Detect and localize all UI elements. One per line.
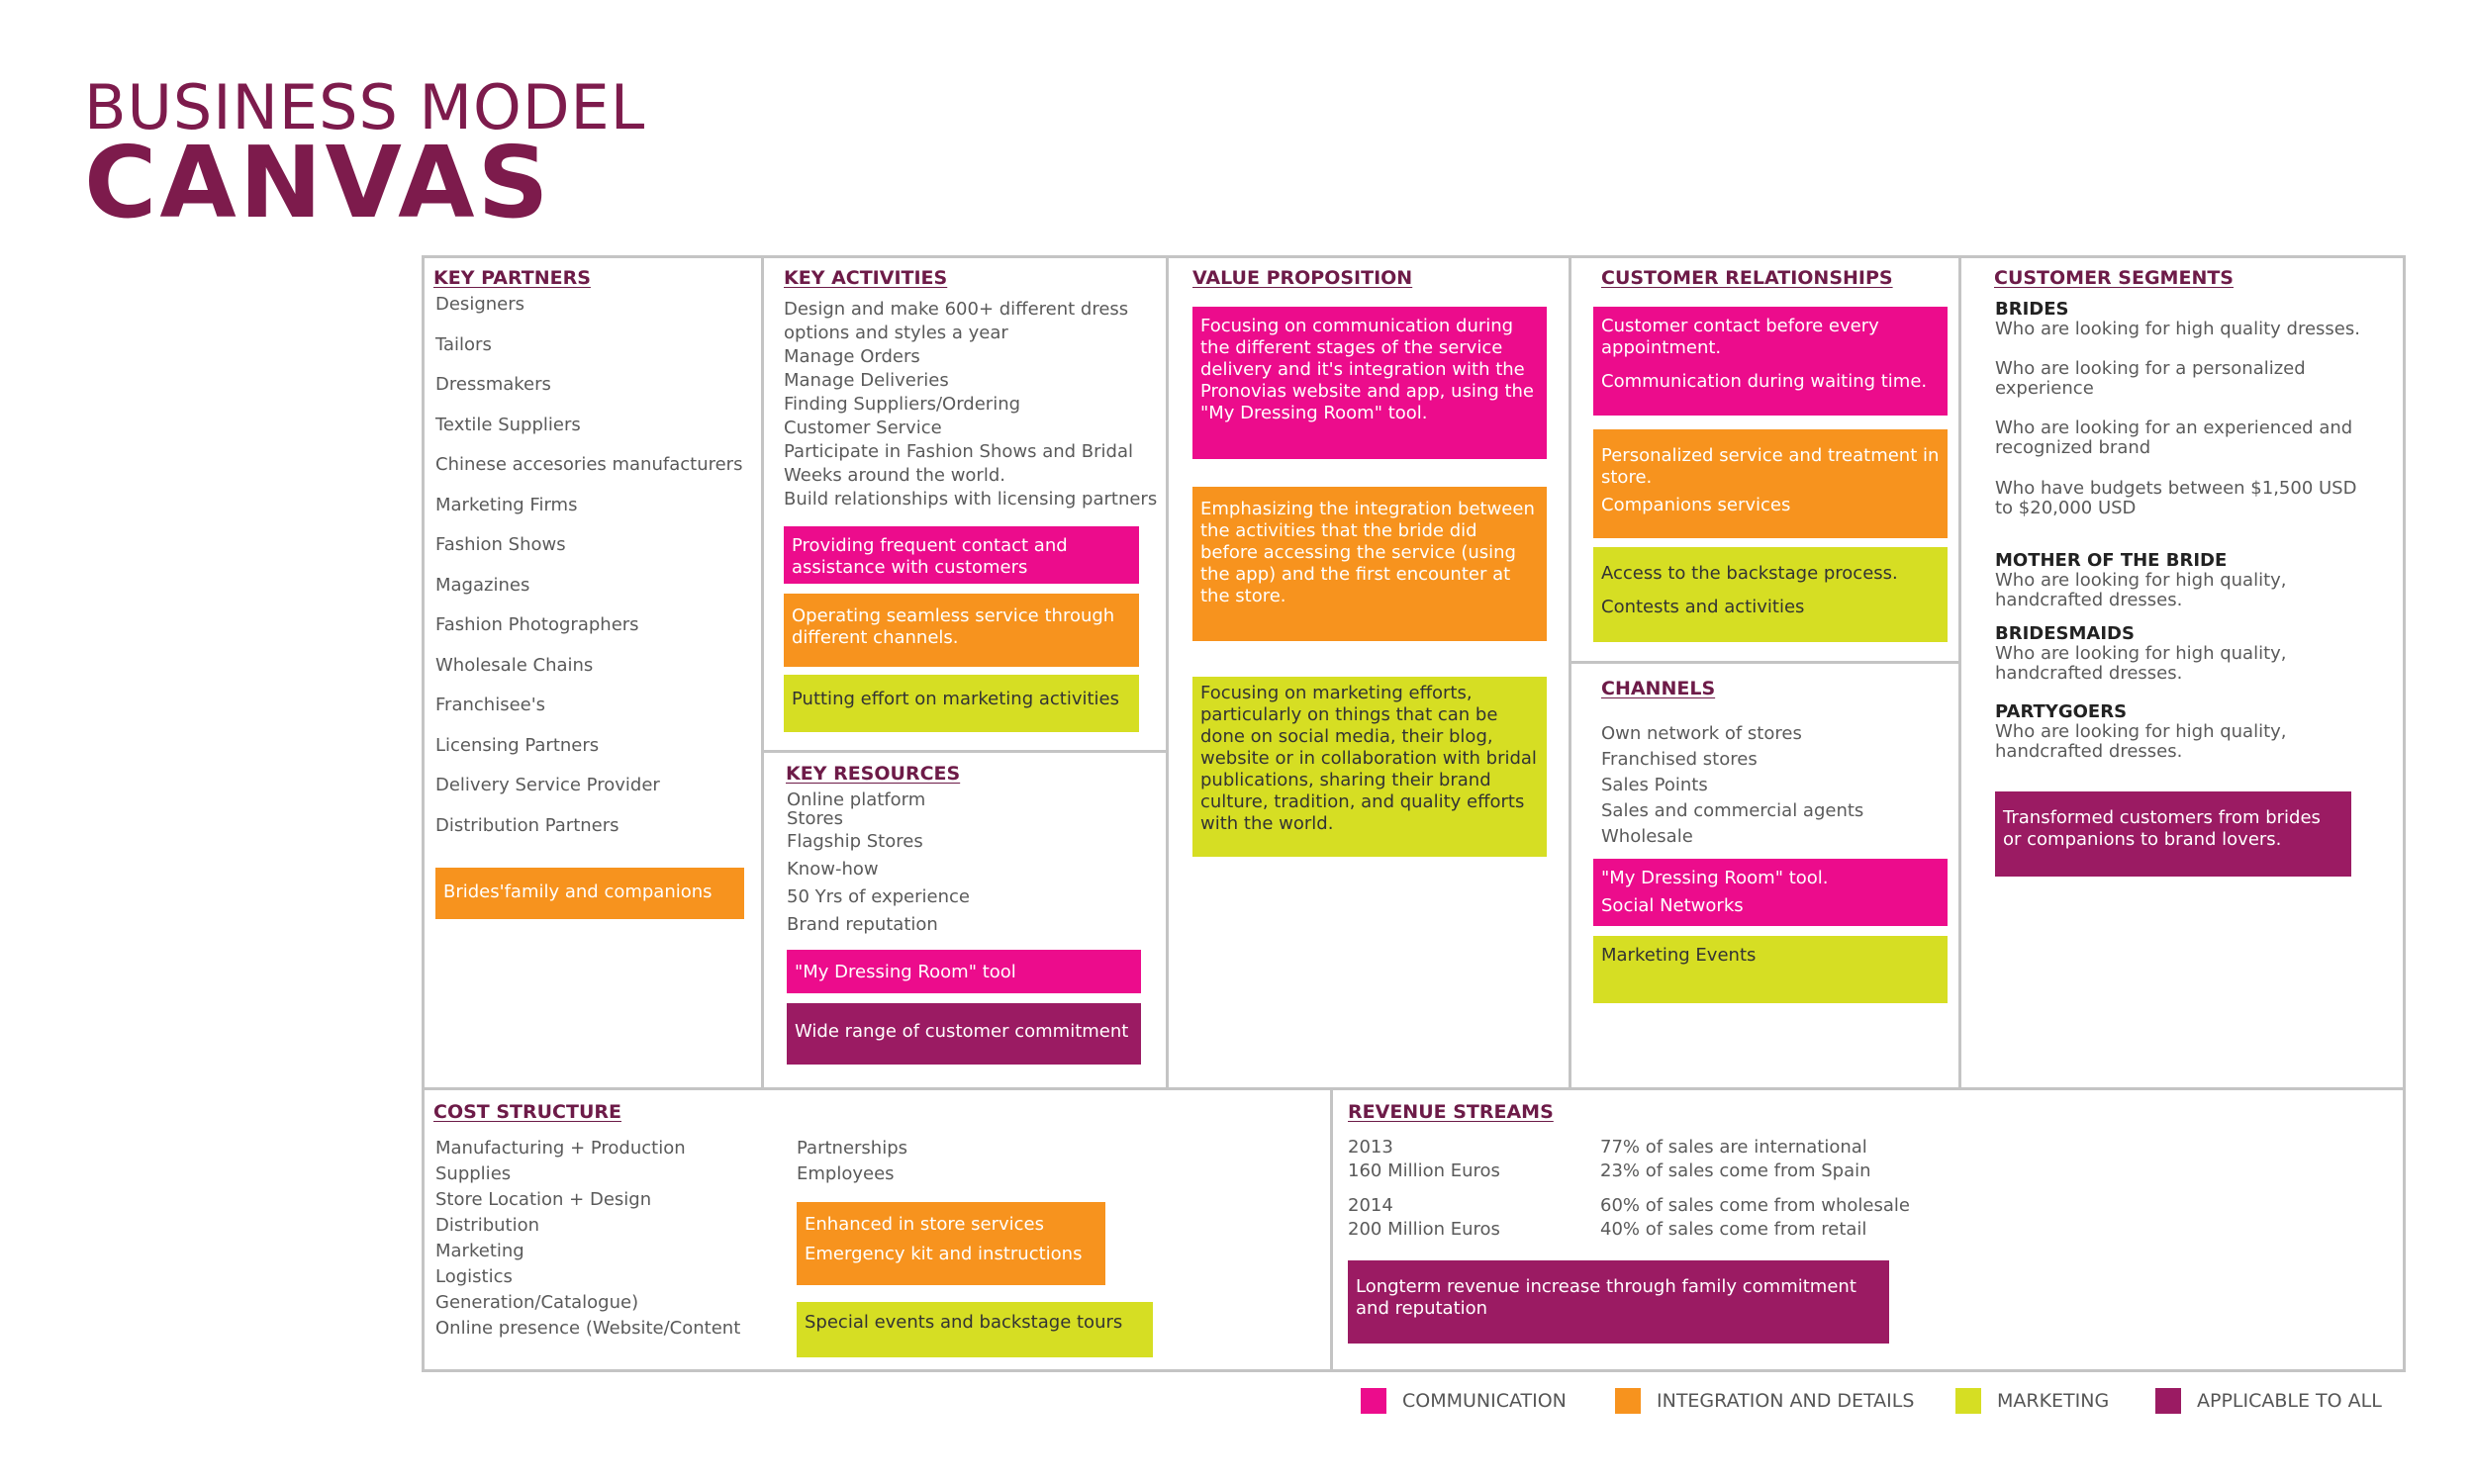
list-item: Flagship Stores bbox=[787, 831, 923, 852]
list-item: Store Location + Design bbox=[435, 1189, 652, 1210]
revenue-streams-applicable-note: Longterm revenue increase through family commitment and reputation bbox=[1348, 1260, 1889, 1344]
legend-swatch-communication bbox=[1361, 1388, 1386, 1414]
channels-heading: CHANNELS bbox=[1601, 678, 1716, 699]
key-resources-communication-note: "My Dressing Room" tool bbox=[787, 950, 1141, 993]
segment-item: experience bbox=[1995, 378, 2094, 399]
list-item: options and styles a year bbox=[784, 323, 1008, 343]
segment-title-bridesmaids: BRIDESMAIDS bbox=[1995, 623, 2135, 644]
legend-label: COMMUNICATION bbox=[1402, 1390, 1567, 1412]
segment-item: Who are looking for high quality, bbox=[1995, 570, 2287, 591]
list-item: Manage Deliveries bbox=[784, 370, 949, 391]
cost-structure-marketing-note: Special events and backstage tours bbox=[797, 1302, 1153, 1357]
value-proposition-integration-note: Emphasizing the integration between the activities that the bride did before accessing the service (using the app) and the first encounter at the store. bbox=[1192, 487, 1547, 641]
list-item: Participate in Fashion Shows and Bridal bbox=[784, 441, 1133, 462]
value-proposition-communication-note: Focusing on communication during the different stages of the service delivery and it's integration with the Pronovias website and app, using the "My Dressing Room" tool. bbox=[1192, 307, 1547, 459]
list-item: Dressmakers bbox=[435, 374, 551, 395]
segment-title-mother: MOTHER OF THE BRIDE bbox=[1995, 550, 2228, 571]
list-item: Distribution bbox=[435, 1215, 540, 1236]
list-item: Designers bbox=[435, 294, 524, 315]
list-item: Textile Suppliers bbox=[435, 415, 581, 435]
revenue-stat: 40% of sales come from retail bbox=[1600, 1219, 1867, 1240]
customer-segments-heading: CUSTOMER SEGMENTS bbox=[1994, 267, 2234, 289]
segment-item: handcrafted dresses. bbox=[1995, 663, 2183, 684]
list-item: Delivery Service Provider bbox=[435, 775, 660, 795]
list-item: Franchised stores bbox=[1601, 749, 1758, 770]
key-activities-integration-note: Operating seamless service through different channels. bbox=[784, 594, 1139, 667]
segment-item: Who are looking for high quality dresses. bbox=[1995, 319, 2360, 339]
list-item: Wholesale Chains bbox=[435, 655, 594, 676]
list-item: Brand reputation bbox=[787, 914, 938, 935]
revenue-streams-heading: REVENUE STREAMS bbox=[1348, 1101, 1554, 1123]
customer-relationships-integration-note: Personalized service and treatment in store. Companions services bbox=[1593, 429, 1948, 538]
channels-communication-note: "My Dressing Room" tool. Social Networks bbox=[1593, 859, 1948, 926]
revenue-year-2013: 2013 bbox=[1348, 1137, 1393, 1158]
customer-segments-applicable-note: Transformed customers from brides or companions to brand lovers. bbox=[1995, 791, 2351, 877]
list-item: Design and make 600+ different dress bbox=[784, 299, 1129, 320]
list-item: Stores bbox=[787, 808, 843, 829]
legend-label: MARKETING bbox=[1997, 1390, 2110, 1412]
list-item: Customer Service bbox=[784, 417, 942, 438]
list-item: Fashion Shows bbox=[435, 534, 566, 555]
key-partners-heading: KEY PARTNERS bbox=[433, 267, 591, 289]
cost-structure-integration-note: Enhanced in store services Emergency kit and instructions bbox=[797, 1202, 1105, 1285]
key-partners-integration-note: Brides'family and companions bbox=[435, 868, 744, 919]
segment-item: recognized brand bbox=[1995, 437, 2151, 458]
revenue-stat: 23% of sales come from Spain bbox=[1600, 1160, 1871, 1181]
customer-relationships-communication-note: Customer contact before every appointment. Communication during waiting time. bbox=[1593, 307, 1948, 416]
title-line-1: BUSINESS MODEL bbox=[84, 71, 646, 143]
legend-swatch-integration bbox=[1615, 1388, 1641, 1414]
list-item: Fashion Photographers bbox=[435, 614, 639, 635]
segment-item: Who have budgets between $1,500 USD bbox=[1995, 478, 2357, 499]
segment-item: Who are looking for high quality, bbox=[1995, 721, 2287, 742]
list-item: Tailors bbox=[435, 334, 492, 355]
list-item: Magazines bbox=[435, 575, 530, 596]
legend-label: INTEGRATION AND DETAILS bbox=[1657, 1390, 1915, 1412]
segment-item: Who are looking for an experienced and bbox=[1995, 417, 2353, 438]
list-item: 50 Yrs of experience bbox=[787, 886, 970, 907]
list-item: Manufacturing + Production bbox=[435, 1138, 686, 1159]
list-item: Franchisee's bbox=[435, 695, 546, 715]
list-item: Weeks around the world. bbox=[784, 465, 1005, 486]
channels-marketing-note: Marketing Events bbox=[1593, 936, 1948, 1003]
legend-label: APPLICABLE TO ALL bbox=[2197, 1390, 2382, 1412]
key-resources-applicable-note: Wide range of customer commitment bbox=[787, 1003, 1141, 1065]
title-line-2: CANVAS bbox=[84, 125, 552, 240]
revenue-year-2014: 2014 bbox=[1348, 1195, 1393, 1216]
legend-swatch-marketing bbox=[1955, 1388, 1981, 1414]
segment-item: Who are looking for high quality, bbox=[1995, 643, 2287, 664]
cost-structure-heading: COST STRUCTURE bbox=[433, 1101, 621, 1123]
customer-relationships-marketing-note: Access to the backstage process. Contests and activities bbox=[1593, 547, 1948, 642]
list-item: Wholesale bbox=[1601, 826, 1693, 847]
list-item: Online presence (Website/Content bbox=[435, 1318, 741, 1339]
list-item: Finding Suppliers/Ordering bbox=[784, 394, 1021, 415]
segment-title-brides: BRIDES bbox=[1995, 299, 2069, 320]
list-item: Chinese accesories manufacturers bbox=[435, 454, 743, 475]
list-item: Distribution Partners bbox=[435, 815, 619, 836]
key-activities-communication-note: Providing frequent contact and assistance with customers bbox=[784, 526, 1139, 584]
key-resources-heading: KEY RESOURCES bbox=[786, 763, 961, 785]
list-item: Partnerships bbox=[797, 1138, 908, 1159]
value-proposition-heading: VALUE PROPOSITION bbox=[1192, 267, 1413, 289]
segment-item: handcrafted dresses. bbox=[1995, 590, 2183, 610]
list-item: Sales Points bbox=[1601, 775, 1708, 795]
revenue-stat: 60% of sales come from wholesale bbox=[1600, 1195, 1910, 1216]
list-item: Know-how bbox=[787, 859, 879, 880]
list-item: Build relationships with licensing partners bbox=[784, 489, 1158, 510]
list-item: Logistics bbox=[435, 1266, 513, 1287]
list-item: Manage Orders bbox=[784, 346, 920, 367]
legend-swatch-applicable bbox=[2155, 1388, 2181, 1414]
list-item: Own network of stores bbox=[1601, 723, 1802, 744]
segment-item: Who are looking for a personalized bbox=[1995, 358, 2306, 379]
list-item: Licensing Partners bbox=[435, 735, 600, 756]
segment-title-partygoers: PARTYGOERS bbox=[1995, 701, 2128, 722]
list-item: Sales and commercial agents bbox=[1601, 800, 1864, 821]
segment-item: handcrafted dresses. bbox=[1995, 741, 2183, 762]
list-item: Marketing bbox=[435, 1241, 524, 1261]
revenue-stat: 77% of sales are international bbox=[1600, 1137, 1867, 1158]
list-item: Online platform bbox=[787, 789, 926, 810]
customer-relationships-heading: CUSTOMER RELATIONSHIPS bbox=[1601, 267, 1893, 289]
value-proposition-marketing-note: Focusing on marketing efforts, particularly on things that can be done on social media, their blog, website or in collaboration with bridal publications, sharing their brand culture, tradition, and quality efforts with the world. bbox=[1192, 677, 1547, 857]
revenue-amount-2013: 160 Million Euros bbox=[1348, 1160, 1500, 1181]
list-item: Supplies bbox=[435, 1163, 512, 1184]
segment-item: to $20,000 USD bbox=[1995, 498, 2137, 518]
key-activities-marketing-note: Putting effort on marketing activities bbox=[784, 675, 1139, 732]
list-item: Marketing Firms bbox=[435, 495, 578, 515]
key-activities-heading: KEY ACTIVITIES bbox=[784, 267, 948, 289]
revenue-amount-2014: 200 Million Euros bbox=[1348, 1219, 1500, 1240]
list-item: Employees bbox=[797, 1163, 895, 1184]
list-item: Generation/Catalogue) bbox=[435, 1292, 639, 1313]
